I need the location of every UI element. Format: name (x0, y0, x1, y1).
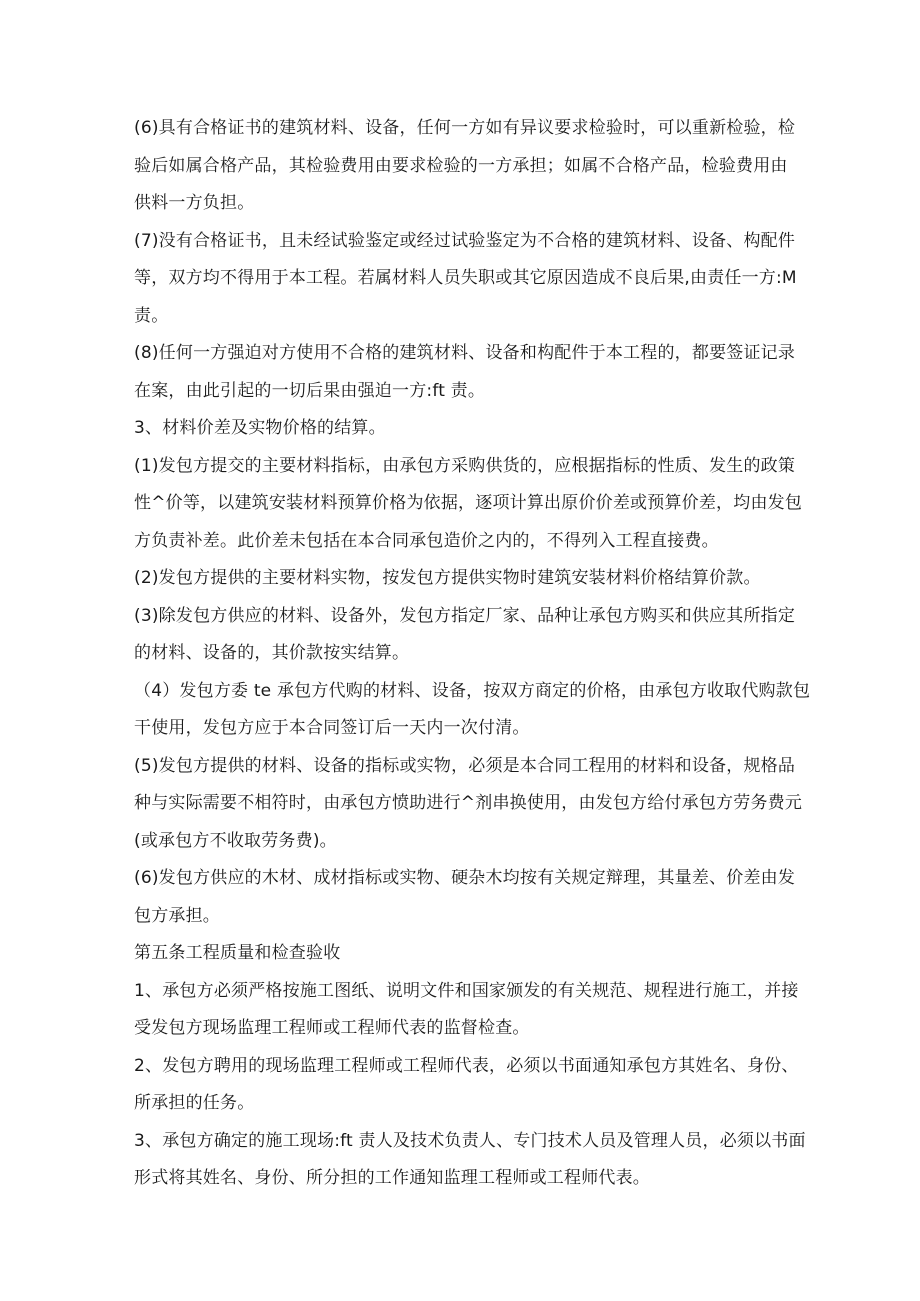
text-line: 在案，由此引起的一切后果由强迫一方:ft 责。 (134, 380, 486, 401)
paragraph (134, 673, 811, 748)
text-line: 2、发包方聘用的现场监理工程师或工程师代表，必须以书面通知承包方其姓名、身份、 (134, 1055, 799, 1076)
text-line: (2)发包方提供的主要材料实物，按发包方提供实物时建筑安装材料价格结算价款。 (134, 568, 761, 588)
paragraph (134, 448, 803, 561)
paragraph (134, 973, 799, 1048)
text-line: 等，双方均不得用于本工程。若属材料人员失职或其它原因造成不良后果,由责任一方:M (134, 268, 797, 288)
text-line: 验后如属合格产品，其检验费用由要求检验的一方承担；如属不合格产品，检验费用由 (134, 155, 788, 176)
paragraph (134, 1048, 799, 1123)
paragraph (134, 335, 794, 410)
paragraph (134, 560, 794, 598)
text-line: 包方承担。 (134, 905, 220, 926)
text-line: （4）发包方委 te 承包方代购的材料、设备，按双方商定的价格，由承包方收取代购款包 (134, 680, 811, 701)
text-line: (8)任何一方强迫对方使用不合格的建筑材料、设备和构配件于本工程的，都要签证记录 (134, 343, 796, 363)
text-line: (3)除发包方供应的材料、设备外，发包方指定厂家、品种让承包方购买和供应其所指定 (134, 605, 796, 626)
text-line: (6)发包方供应的木材、成材指标或实物、硬杂木均按有关规定辩理，其量差、价差由发 (134, 868, 796, 888)
text-line: 3、材料价差及实物价格的结算。 (134, 418, 386, 438)
paragraph (134, 935, 794, 973)
document-body (134, 110, 811, 1198)
text-line: 干使用，发包方应于本合同签订后一天内一次付清。 (134, 718, 530, 738)
text-line: 种与实际需要不相符时，由承包方愤助进行^剂串换使用，由发包方给付承包方劳务费元 (134, 793, 803, 813)
text-line: 的材料、设备的，其价款按实结算。 (134, 643, 410, 663)
text-line: (5)发包方提供的材料、设备的指标或实物，必须是本合同工程用的材料和设备，规格品 (134, 755, 796, 776)
text-line: (或承包方不收取劳务费)。 (134, 830, 337, 851)
paragraph (134, 410, 794, 448)
text-line: (7)没有合格证书，且未经试验鉴定或经过试验鉴定为不合格的建筑材料、设备、构配件 (134, 230, 796, 251)
paragraph (134, 748, 803, 861)
text-line: 3、承包方确定的施工现场:ft 责人及技术负责人、专门技术人员及管理人员，必须以书面 (134, 1130, 806, 1151)
paragraph (134, 860, 794, 935)
text-line: 性^价等，以建筑安装材料预算价格为依据，逐项计算出原价价差或预算价差，均由发包 (134, 493, 803, 513)
paragraph (134, 1123, 806, 1198)
text-line: 供料一方负担。 (134, 193, 255, 213)
text-line: 受发包方现场监理工程师或工程师代表的监督检查。 (134, 1018, 530, 1038)
text-line: (6)具有合格证书的建筑材料、设备，任何一方如有异议要求检验时，可以重新检验，检 (134, 118, 796, 138)
paragraph (134, 598, 794, 673)
text-line: 1、承包方必须严格按施工图纸、说明文件和国家颁发的有关规范、规程进行施工，并接 (134, 980, 799, 1001)
paragraph (134, 110, 794, 223)
paragraph (134, 223, 797, 336)
text-line: 第五条工程质量和检查验收 (134, 943, 341, 963)
text-line: 方负责补差。此价差未包括在本合同承包造价之内的，不得列入工程直接费。 (134, 530, 719, 551)
text-line: 形式将其姓名、身份、所分担的工作通知监理工程师或工程师代表。 (134, 1168, 650, 1188)
text-line: 责。 (134, 305, 169, 326)
text-line: 所承担的任务。 (134, 1093, 255, 1113)
text-line: (1)发包方提交的主要材料指标，由承包方采购供货的，应根据指标的性质、发生的政策 (134, 455, 796, 476)
